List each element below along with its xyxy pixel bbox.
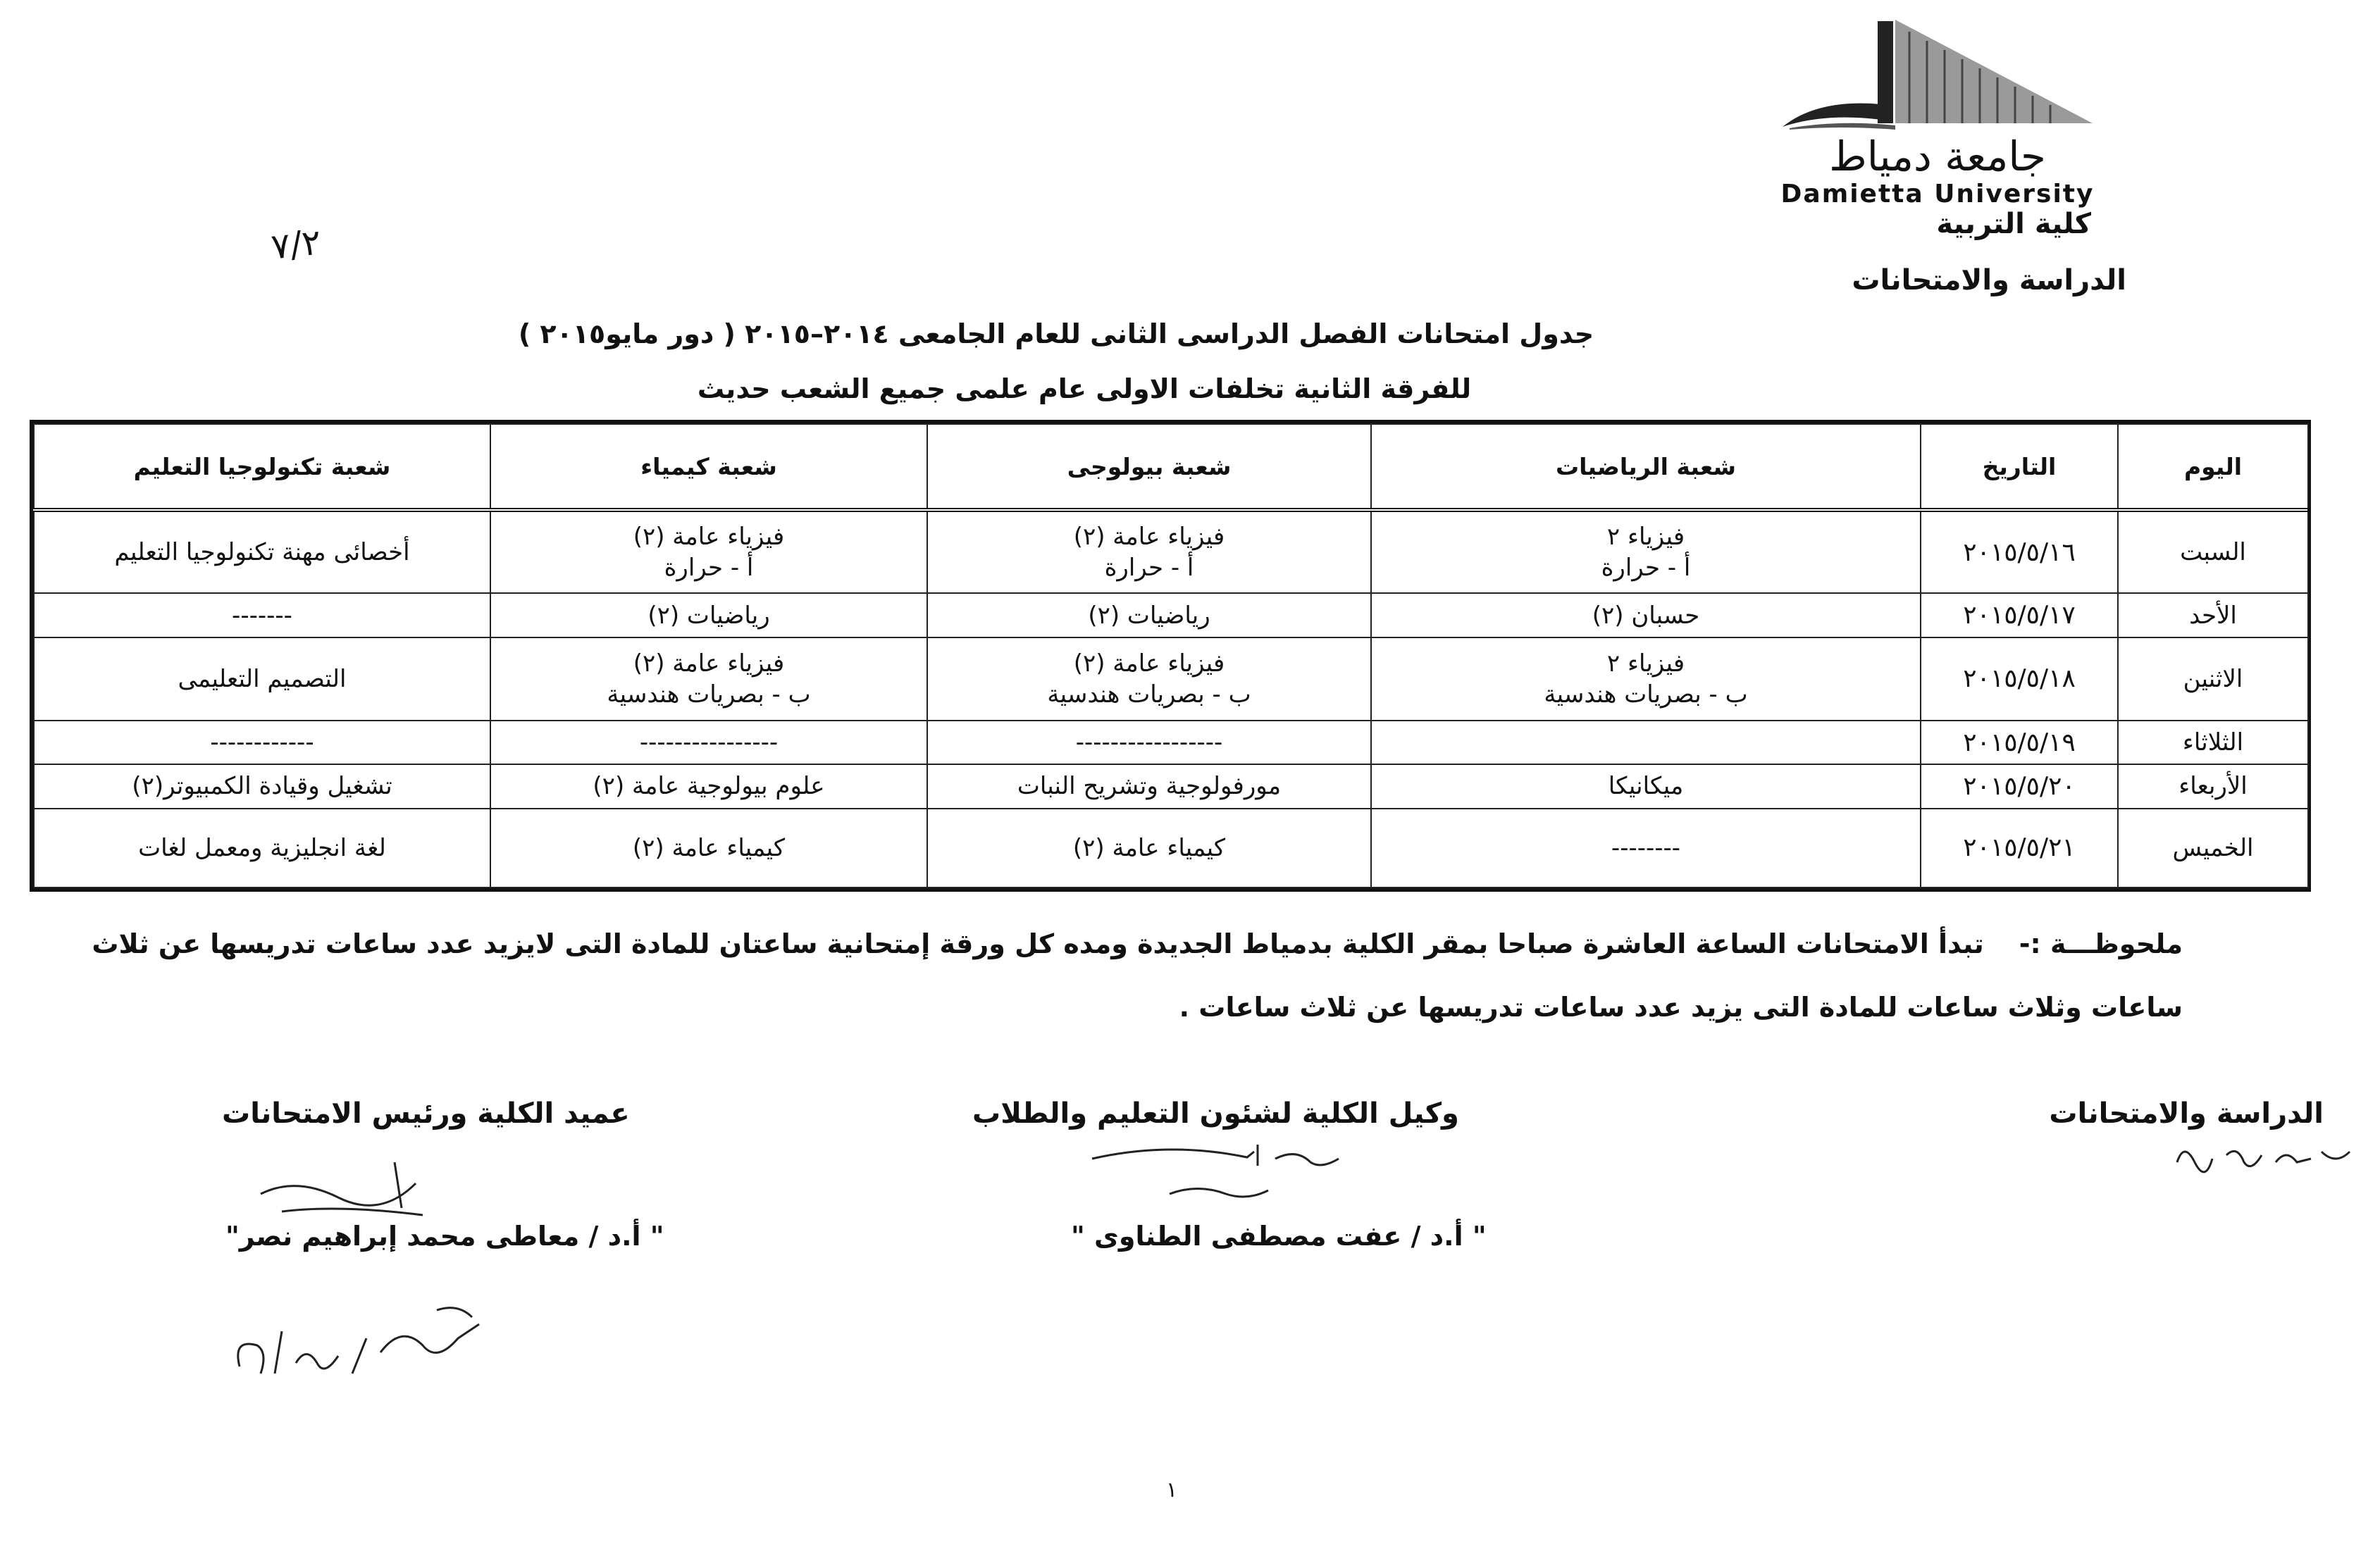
cell-tech xyxy=(34,510,490,593)
handwritten-signature-vice-dean xyxy=(1085,1138,1395,1215)
cell-math-line: فيزياء ٢ xyxy=(1606,649,1685,678)
cell-tech-line: أخصائى مهنة تكنولوجيا التعليم xyxy=(114,538,410,567)
cell-chem xyxy=(490,510,927,593)
cell-math xyxy=(1371,593,1921,637)
header-math: شعبة الرياضيات xyxy=(1371,424,1921,510)
handwritten-signature-dean xyxy=(254,1155,437,1226)
cell-tech xyxy=(34,721,490,764)
cell-bio-line: ب - بصريات هندسية xyxy=(1047,680,1251,709)
cell-math xyxy=(1371,510,1921,593)
cell-chem-line: كيمياء عامة (٢) xyxy=(632,833,786,862)
header-tech: شعبة تكنولوجيا التعليم xyxy=(34,424,490,510)
cell-bio-line: فيزياء عامة (٢) xyxy=(1073,523,1225,552)
cell-math xyxy=(1371,637,1921,721)
faculty-name: كلية التربية xyxy=(1936,208,2091,240)
page-number: ١ xyxy=(1166,1478,1178,1502)
cell-math-line: حسبان (٢) xyxy=(1592,601,1700,630)
schedule-subtitle: للفرقة الثانية تخلفات الاولى عام علمى جميع الشعب حديث xyxy=(697,373,1472,404)
cell-tech xyxy=(34,637,490,721)
cell-day: السبت xyxy=(2118,510,2308,593)
cell-day: الثلاثاء xyxy=(2118,721,2308,764)
header-chem: شعبة كيمياء xyxy=(490,424,927,510)
note-text: تبدأ الامتحانات الساعة العاشرة صباحا بمقر الكلية بدمياط الجديدة ومده كل ورقة إمتحانية ساعتان للمادة التى لايزيد عدد ساعات تدريسها عن ثلاث ساعات وثلاث ساعات للمادة التى يزيد عدد ساعات تدريسها عن ثلاث ساعات . xyxy=(92,928,2183,1023)
cell-bio xyxy=(927,764,1371,808)
cell-tech-line: تشغيل وقيادة الكمبيوتر(٢) xyxy=(132,772,392,801)
cell-bio-line: ----------------- xyxy=(1075,728,1223,757)
header-date: التاريخ xyxy=(1921,424,2118,510)
cell-chem xyxy=(490,637,927,721)
handwritten-signature-exams-office xyxy=(2170,1134,2360,1183)
university-name-en: Damietta University xyxy=(1780,180,2095,208)
cell-date: ٢٠١٥/٥/١٩ xyxy=(1921,721,2118,764)
cell-date: ٢٠١٥/٥/٢٠ xyxy=(1921,764,2118,808)
cell-math xyxy=(1371,764,1921,808)
cell-day: الأحد xyxy=(2118,593,2308,637)
cell-bio-line: رياضيات (٢) xyxy=(1088,601,1210,630)
cell-day: الخميس xyxy=(2118,809,2308,888)
cell-bio xyxy=(927,809,1371,888)
signature-dean-title: عميد الكلية ورئيس الامتحانات xyxy=(222,1097,630,1130)
header-bio: شعبة بيولوجى xyxy=(927,424,1371,510)
cell-math xyxy=(1371,721,1921,764)
cell-math xyxy=(1371,809,1921,888)
cell-bio xyxy=(927,510,1371,593)
cell-chem xyxy=(490,764,927,808)
cell-math-line: فيزياء ٢ xyxy=(1606,523,1685,552)
table-row xyxy=(34,764,2308,808)
cell-chem xyxy=(490,721,927,764)
cell-tech-line: ------- xyxy=(232,601,292,630)
cell-math-line: -------- xyxy=(1611,833,1681,862)
signature-dean-name: " أ.د / معاطى محمد إبراهيم نصر" xyxy=(225,1221,664,1252)
table-row xyxy=(34,721,2308,764)
cell-chem xyxy=(490,593,927,637)
cell-chem-line: علوم بيولوجية عامة (٢) xyxy=(593,772,825,801)
university-logo-block xyxy=(1740,14,2135,208)
handwritten-date-note xyxy=(225,1296,521,1388)
cell-math-line: أ - حرارة xyxy=(1601,554,1691,583)
department-name: الدراسة والامتحانات xyxy=(1852,264,2126,297)
cell-chem xyxy=(490,809,927,888)
cell-chem-line: فيزياء عامة (٢) xyxy=(633,649,785,678)
cell-tech-line: ------------ xyxy=(210,728,314,757)
cell-chem-line: ب - بصريات هندسية xyxy=(607,680,811,709)
handwritten-margin-note: ٧/٢ xyxy=(269,221,323,268)
cell-bio-line: كيمياء عامة (٢) xyxy=(1072,833,1226,862)
table-header-row xyxy=(34,424,2308,510)
cell-chem-line: أ - حرارة xyxy=(664,554,754,583)
header-day: اليوم xyxy=(2118,424,2308,510)
table-row xyxy=(34,510,2308,593)
cell-bio-line: مورفولوجية وتشريح النبات xyxy=(1017,772,1282,801)
table-row xyxy=(34,593,2308,637)
schedule-title: جدول امتحانات الفصل الدراسى الثانى للعام الجامعى ٢٠١٤–٢٠١٥ ( دور مايو٢٠١٥ ) xyxy=(518,318,1594,349)
cell-tech-line: التصميم التعليمى xyxy=(178,664,347,693)
cell-bio xyxy=(927,637,1371,721)
signature-vice-dean-name: " أ.د / عفت مصطفى الطناوى " xyxy=(1071,1221,1487,1252)
cell-bio xyxy=(927,593,1371,637)
cell-date: ٢٠١٥/٥/١٧ xyxy=(1921,593,2118,637)
cell-date: ٢٠١٥/٥/١٦ xyxy=(1921,510,2118,593)
cell-bio xyxy=(927,721,1371,764)
cell-tech xyxy=(34,764,490,808)
cell-math-line: ميكانيكا xyxy=(1608,772,1684,801)
signature-exams-office-title: الدراسة والامتحانات xyxy=(2049,1097,2324,1130)
cell-math-line: ب - بصريات هندسية xyxy=(1544,680,1748,709)
table-row xyxy=(34,809,2308,888)
cell-tech xyxy=(34,809,490,888)
exam-note xyxy=(69,912,2183,1039)
cell-chem-line: فيزياء عامة (٢) xyxy=(633,523,785,552)
cell-date: ٢٠١٥/٥/١٨ xyxy=(1921,637,2118,721)
note-label: ملحوظـــة :- xyxy=(2019,928,2183,959)
cell-bio-line: أ - حرارة xyxy=(1104,554,1194,583)
university-logo-icon xyxy=(1775,14,2100,130)
cell-day: الأربعاء xyxy=(2118,764,2308,808)
university-name-ar: جامعة دمياط xyxy=(1829,132,2046,180)
cell-tech-line: لغة انجليزية ومعمل لغات xyxy=(138,833,386,862)
cell-day: الاثنين xyxy=(2118,637,2308,721)
cell-chem-line: ---------------- xyxy=(639,728,779,757)
table-row xyxy=(34,637,2308,721)
cell-chem-line: رياضيات (٢) xyxy=(647,601,770,630)
exam-schedule-table xyxy=(30,420,2311,892)
cell-date: ٢٠١٥/٥/٢١ xyxy=(1921,809,2118,888)
cell-bio-line: فيزياء عامة (٢) xyxy=(1073,649,1225,678)
signature-vice-dean-title: وكيل الكلية لشئون التعليم والطلاب xyxy=(972,1097,1459,1130)
cell-tech xyxy=(34,593,490,637)
